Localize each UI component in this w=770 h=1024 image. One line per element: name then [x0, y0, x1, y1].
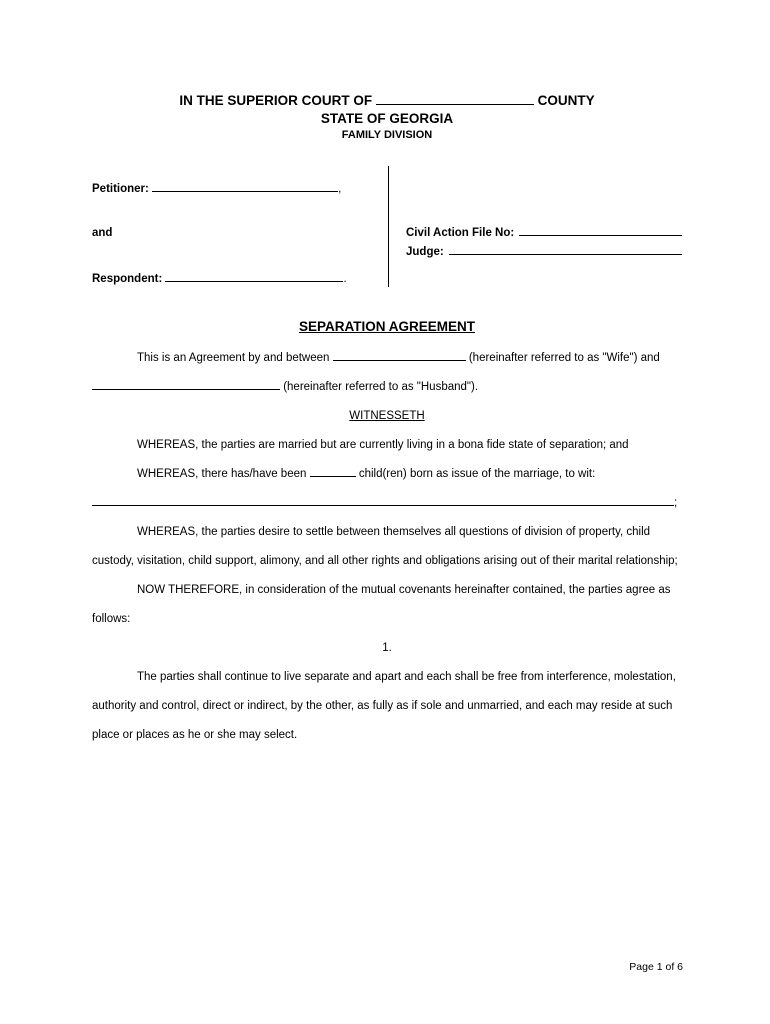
judge-label: Judge: [406, 246, 444, 258]
intro-seg4: (hereinafter referred to as "Husband"). [283, 381, 479, 393]
caption-case-info [389, 166, 682, 287]
respondent-label: Respondent: [92, 273, 163, 285]
wife-name-blank [333, 349, 466, 361]
petitioner-row [92, 180, 388, 196]
section-1-number: 1. [382, 642, 392, 654]
civil-action-label: Civil Action File No: [406, 227, 515, 239]
agreement-body [92, 344, 682, 750]
husband-name-blank [92, 378, 280, 390]
whereas-children-paragraph [92, 460, 682, 489]
caption-parties [92, 166, 388, 287]
intro-paragraph [92, 344, 682, 402]
whereas-settle-paragraph: WHEREAS, the parties desire to settle between themselves all questions of division of property, child custody, visitation, child support, alimony, and all other rights and obligations arising out of their marital relationship; [92, 526, 678, 567]
judge-row [406, 243, 682, 260]
whereas-separation-paragraph: WHEREAS, the parties are married but are currently living in a bona fide state of separation; and [137, 439, 629, 451]
division-line: FAMILY DIVISION [341, 129, 433, 141]
whereas-children-seg1: WHEREAS, there has/have been [137, 468, 307, 480]
document-title: SEPARATION AGREEMENT [298, 319, 475, 334]
witnesseth-heading [92, 402, 682, 431]
petitioner-label: Petitioner: [92, 183, 149, 195]
court-name-line [92, 92, 682, 109]
civil-action-number-blank [519, 224, 682, 236]
section-1-paragraph: The parties shall continue to live separate and apart and each shall be free from interference, molestation, authority and control, direct or indirect, by the other, as fully as if sole and unmarried, and each may reside at such place or places as he or she may select. [92, 671, 676, 741]
court-name-post: COUNTY [537, 93, 595, 108]
judge-name-blank [449, 243, 682, 255]
witnesseth-text: WITNESSETH [349, 410, 425, 422]
respondent-suffix: . [343, 273, 347, 285]
petitioner-suffix: , [338, 183, 342, 195]
court-name-pre: IN THE SUPERIOR COURT OF [179, 93, 373, 108]
now-therefore-paragraph: NOW THEREFORE, in consideration of the mutual covenants hereinafter contained, the parties agree as follows: [92, 584, 671, 625]
intro-seg2: (hereinafter referred to as "Wife") [468, 352, 638, 364]
children-line-suffix: ; [674, 497, 678, 509]
state-line: STATE OF GEORGIA [320, 111, 454, 126]
and-label: and [92, 227, 113, 239]
respondent-name-blank [165, 270, 343, 282]
civil-action-row [406, 224, 682, 241]
children-count-blank [310, 465, 356, 477]
page-number: Page 1 of 6 [629, 961, 683, 973]
case-caption [92, 166, 682, 287]
petitioner-name-blank [152, 180, 338, 192]
respondent-row [92, 270, 388, 286]
whereas-children-seg2: child(ren) born as issue of the marriage, to wit: [358, 468, 596, 480]
children-names-row [92, 489, 682, 518]
intro-seg3: and [640, 352, 660, 364]
court-header [92, 92, 682, 142]
county-blank [376, 93, 534, 105]
children-names-blank [92, 494, 674, 506]
intro-seg1: This is an Agreement by and between [137, 352, 330, 364]
